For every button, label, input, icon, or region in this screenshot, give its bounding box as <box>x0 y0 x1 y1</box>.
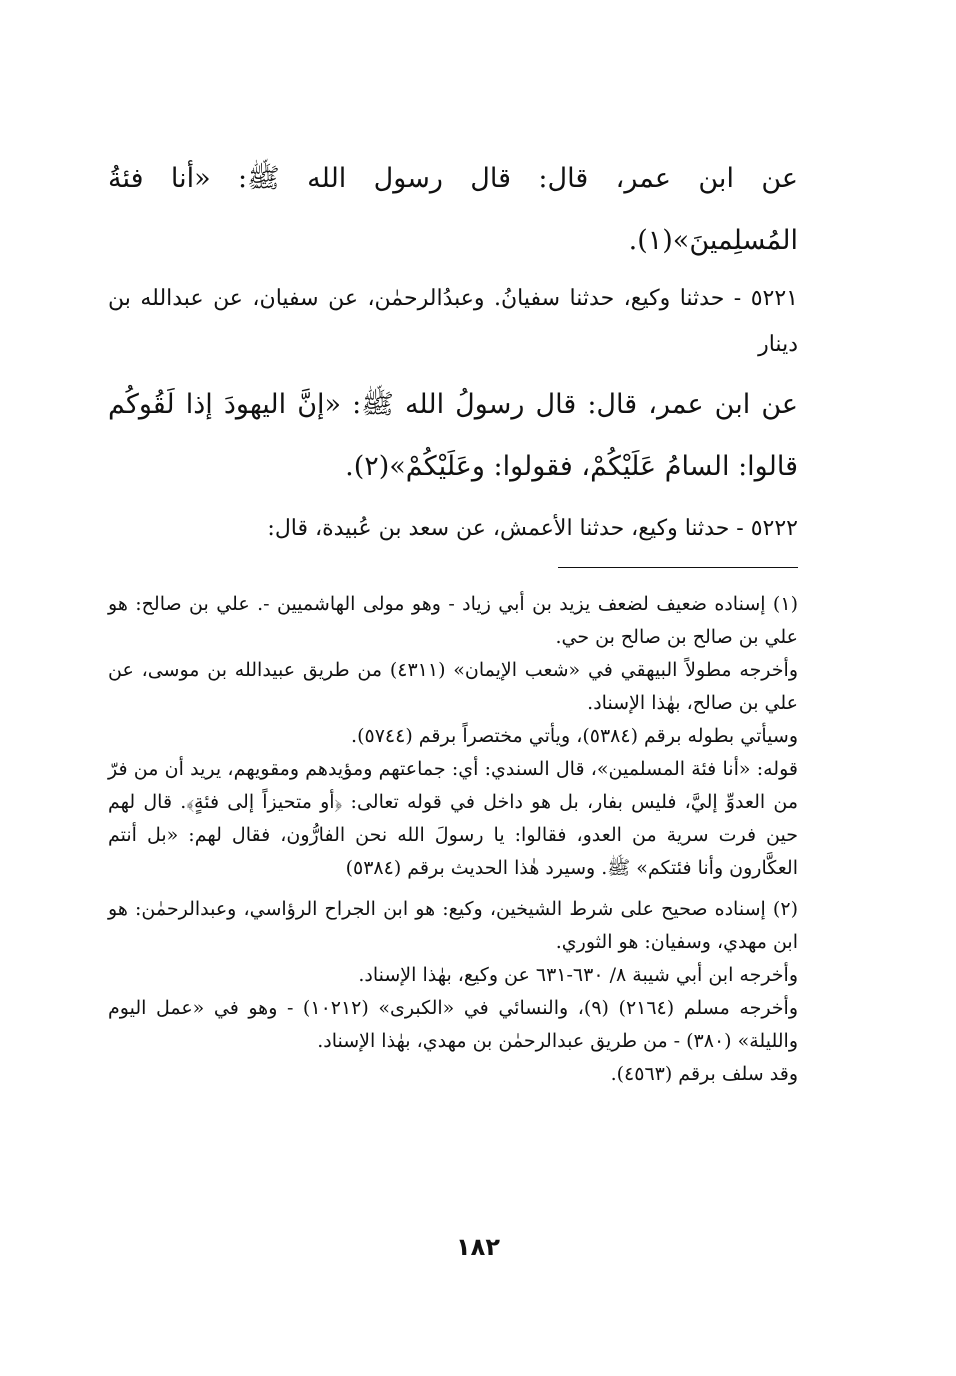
hadith-matn-1: عن ابن عمر، قال: قال رسول الله ﷺ: «أنا فئةُ المُسلِمينَ»(١). <box>108 163 798 256</box>
footnote-2-paragraph: (٢) إسناده صحيح على شرط الشيخين، وكيع: هو ابن الجراح الرؤاسي، وعبدالرحمٰن: هو ابن مهدي، وسفيان: هو الثوري. <box>108 898 798 953</box>
footnote-divider <box>558 567 798 568</box>
hadith-matn-2: عن ابن عمر، قال: قال رسولُ الله ﷺ: «إنَّ اليهودَ إذا لَقُوكُم قالوا: السامُ عَلَيْكُمْ، فقولوا: وعَلَيْكُمْ»(٢). <box>108 389 798 482</box>
footnote-2-paragraph: وأخرجه مسلم (٢١٦٤) (٩)، والنسائي في «الكبرى» (١٠٢١٢) - وهو في «عمل اليوم والليلة» (٣٨٠) - من طريق عبدالرحمٰن بن مهدي، بهٰذا الإسناد. <box>108 997 799 1052</box>
page-number: ١٨٢ <box>456 1233 500 1261</box>
footnote-1-paragraph: قوله: «أنا فئة المسلمين»، قال السندي: أي: جماعتهم ومؤيدهم ومقويهم، يريد أن من فرّ من العدوِّ إليَّ، فليس بفار، بل هو داخل في قوله تعالى: ﴿أو متحيزاً إلى فئةٍ﴾. قال لهم حين فرت سرية من العدو، فقالوا: يا رسولَ الله نحن الفارُّون، فقال لهم: «بل أنتم العكَّارون وأنا فئتكم» ﷺ. وسيرد هٰذا الحديث برقم (٥٣٨٤) <box>108 758 798 879</box>
footnote-1-paragraph: (١) إسناده ضعيف لضعف يزيد بن أبي زياد - وهو مولى الهاشميين -. علي بن صالح: هو علي بن صالح بن صالح بن حي. <box>108 593 798 648</box>
hadith-sanad-5222: ٥٢٢٢ - حدثنا وكيع، حدثنا الأعمش، عن سعد بن عُبيدة، قال: <box>267 516 798 541</box>
footnote-1-paragraph: وسيأتي بطوله برقم (٥٣٨٤)، ويأتي مختصراً برقم (٥٧٤٤). <box>351 725 798 747</box>
footnotes-block <box>108 588 798 1091</box>
footnote-2-paragraph: وقد سلف برقم (٤٥٦٣). <box>610 1063 798 1085</box>
footnote-1-paragraph: وأخرجه مطولاً البيهقي في «شعب الإيمان» (٤٣١١) من طريق عبيدالله بن موسى، عن علي بن صالح، بهٰذا الإسناد. <box>108 659 798 714</box>
hadith-sanad-5221: ٥٢٢١ - حدثنا وكيع، حدثنا سفيانُ. وعبدُالرحمٰن، عن سفيان، عن عبدالله بن دينار <box>108 286 798 357</box>
main-text-block <box>108 148 798 558</box>
footnote-2-paragraph: وأخرجه ابن أبي شيبة ٨/ ٦٣٠-٦٣١ عن وكيع، بهٰذا الإسناد. <box>358 964 798 986</box>
